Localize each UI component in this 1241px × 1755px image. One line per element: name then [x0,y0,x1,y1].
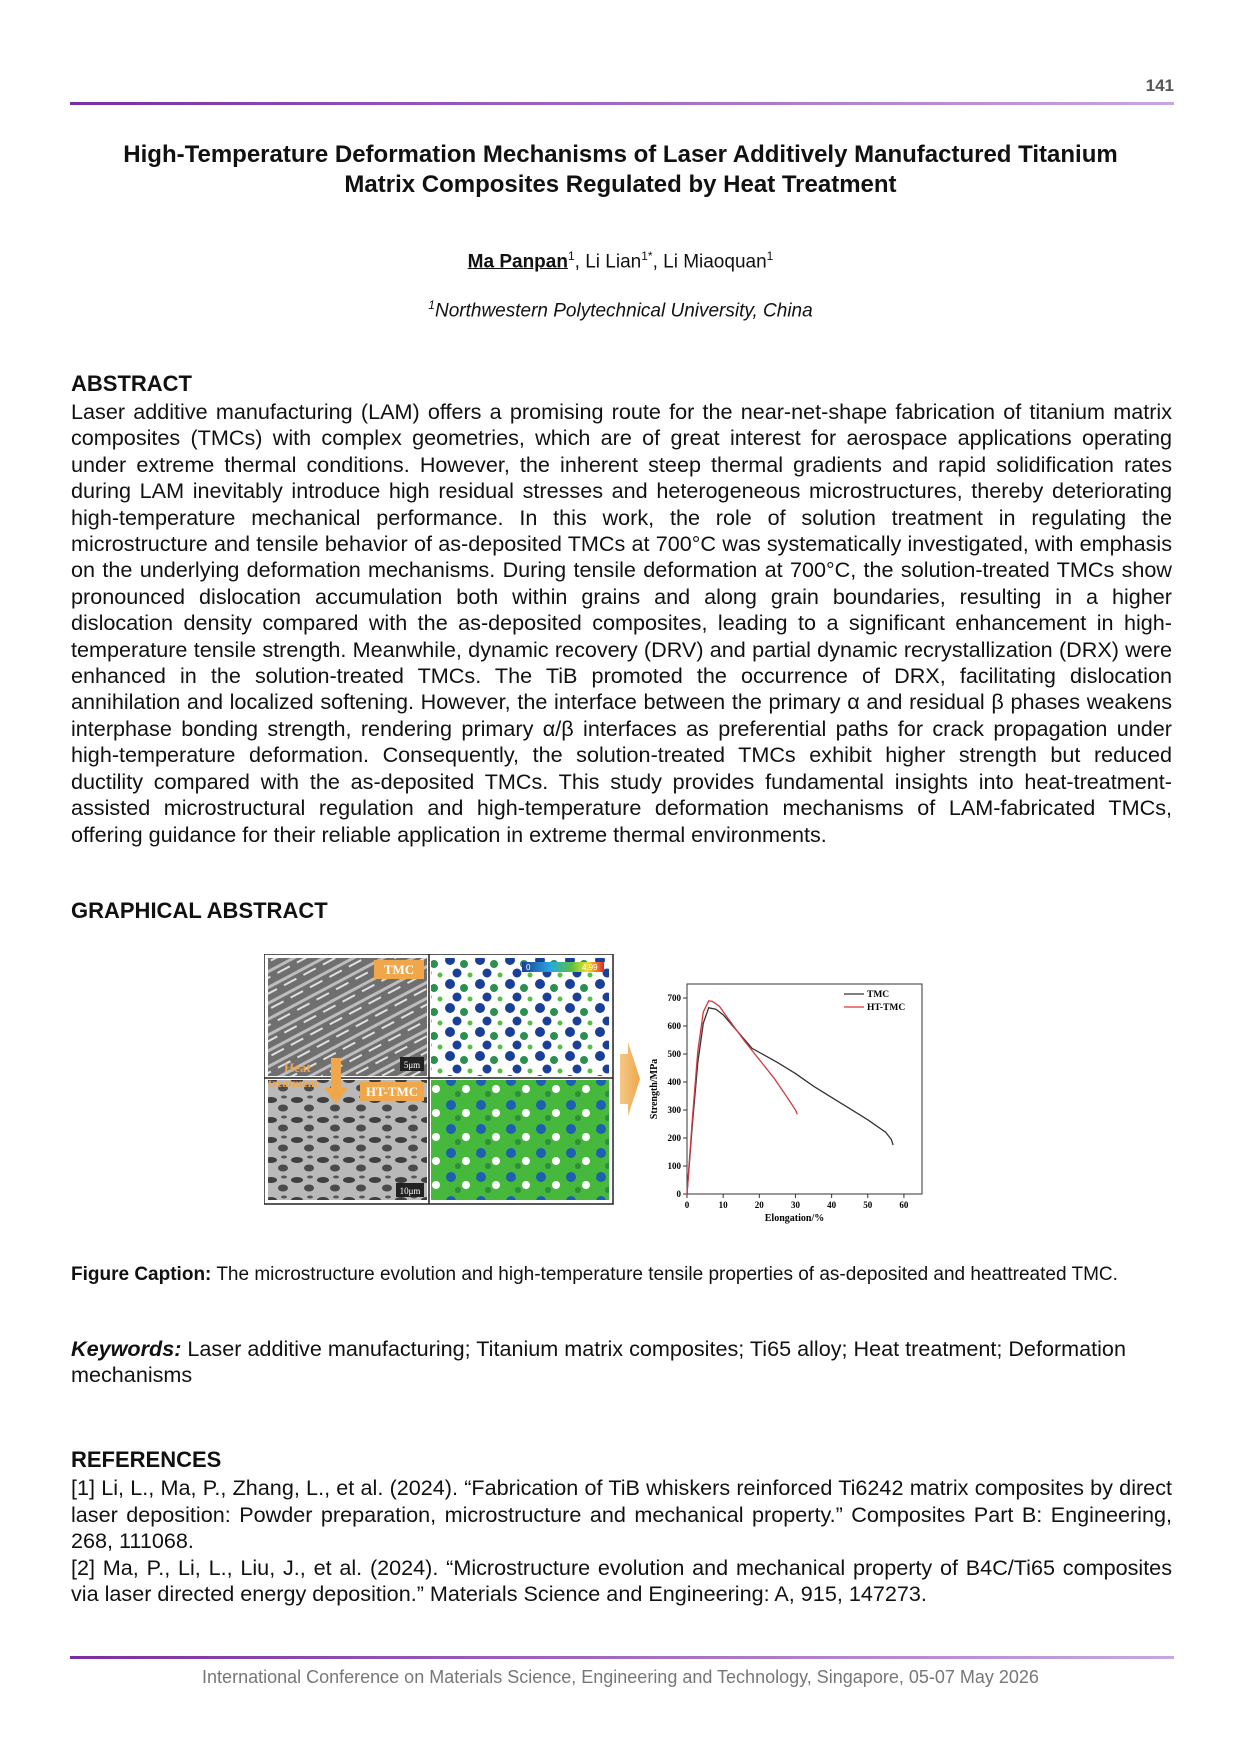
y-tick-label: 600 [667,1021,681,1031]
y-axis-label: Strength/MPa [649,1058,660,1120]
affiliation-text: Northwestern Polytechnical University, China [434,300,813,322]
ht-tmc-kam-map [431,1080,609,1200]
x-tick-label: 60 [899,1200,909,1210]
abstract-heading: ABSTRACT [71,371,192,396]
affiliation [0,298,1241,322]
x-tick-label: 10 [718,1200,728,1210]
header-divider [70,102,1174,105]
treatment-label: treatment [268,1076,319,1090]
affiliation-marker: 1 [428,298,435,312]
y-tick-label: 700 [667,993,681,1003]
x-tick-label: 0 [684,1200,690,1210]
page-number: 141 [1145,76,1174,95]
figure-caption [71,1263,1172,1287]
author-list: Ma Panpan$^1$, Li Lian$^{1*}$, Li Miaoquan$^1$ [467,249,774,273]
x-axis-label: Elongation/% [764,1213,825,1224]
keywords-text: Laser additive manufacturing; Titanium matrix composites; Ti65 alloy; Heat treatment; Deformation mechanisms [71,1336,1126,1387]
figure-caption-label: Figure Caption: [71,1264,212,1285]
keywords-label: Keywords: [71,1336,182,1361]
author-name-presenter: Ma Panpan [467,251,568,273]
x-tick-label: 50 [863,1200,873,1210]
y-tick-label: 400 [667,1077,681,1087]
graphical-abstract-figure [264,954,976,1240]
heat-label: Heat [284,1060,311,1075]
heat-treatment-arrow-shaft [331,1058,341,1088]
references-heading: REFERENCES [71,1447,222,1472]
footer-text: International Conference on Materials Science, Engineering and Technology, Singapore, 05-07 May 2026 [202,1667,1039,1687]
reference-item: [1] Li, L., Ma, P., Zhang, L., et al. (2024). “Fabrication of TiB whiskers reinforced Ti6242 matrix composites by direct laser deposition: Powder preparation, microstructure and mechanical property.” Composites Part B: Engineering, 268, 111068. [71,1475,1172,1554]
y-tick-label: 300 [667,1105,681,1115]
tmc-label: TMC [383,962,415,977]
graphical-abstract-heading: GRAPHICAL ABSTRACT [71,898,328,923]
y-tick-label: 500 [667,1049,681,1059]
scale-label-top: 5μm [403,1060,421,1070]
legend-label: HT-TMC [867,1003,906,1013]
author-name: Li Lian [585,251,642,273]
author-affiliation-marker: 1 [766,249,774,263]
y-tick-label: 100 [667,1161,681,1171]
author-affiliation-marker: 1 [567,249,575,263]
y-tick-label: 200 [667,1133,681,1143]
author-name: Li Miaoquan [663,251,767,273]
chart-plot-area [687,984,922,1194]
author-affiliation-marker: 1* [641,249,653,263]
graphical-abstract-svg [264,954,976,1240]
x-tick-label: 20 [754,1200,764,1210]
references [71,1447,1172,1607]
x-tick-label: 40 [827,1200,837,1210]
colorbar-min: 0 [526,963,531,972]
legend-label: TMC [867,990,890,1000]
ht-tmc-label: HT-TMC [365,1084,419,1099]
scale-label-bottom: 10μm [399,1186,421,1196]
keywords [71,1336,1172,1388]
paper-title: High-Temperature Deformation Mechanisms of Laser Additively Manufactured Titanium Matrix Composites Regulated by Heat Treatment [123,141,1118,198]
flow-arrow [620,1042,640,1116]
x-tick-label: 30 [790,1200,800,1210]
reference-item: [2] Ma, P., Li, L., Liu, J., et al. (2024). “Microstructure evolution and mechanical property of B4C/Ti65 composites via laser directed energy deposition.” Materials Science and Engineering: A, 915, 147273. [71,1554,1172,1607]
y-tick-label: 0 [676,1189,681,1199]
tensile-curve-chart [649,984,922,1224]
abstract-body: Laser additive manufacturing (LAM) offers a promising route for the near-net-shape fabrication of titanium matrix composites (TMCs) with complex geometries, which are of great interest for aerospace applications operating under extreme thermal conditions. However, the inherent steep thermal gradients and rapid solidification rates during LAM inevitably introduce high residual stresses and heterogeneous microstructures, thereby deteriorating high-temperature mechanical performance. In this work, the role of solution treatment in regulating the microstructure and tensile behavior of as-deposited TMCs at 700°C was systematically investigated, with emphasis on the underlying deformation mechanisms. During tensile deformation at 700°C, the solution-treated TMCs show pronounced dislocation accumulation both within grains and along grain boundaries, resulting in a higher dislocation density compared with the as-deposited composites, leading to a significant enhancement in high-temperature tensile strength. Meanwhile, dynamic recovery (DRV) and partial dynamic recrystallization (DRX) were enhanced in the solution-treated TMCs. The TiB promoted the occurrence of DRX, facilitating dislocation annihilation and localized softening. However, the interface between the primary α and residual β phases weakens interphase bonding strength, rendering primary α/β interfaces as preferential paths for crack propagation under high-temperature deformation. Consequently, the solution-treated TMCs exhibit higher strength but reduced ductility compared with the as-deposited TMCs. This study provides fundamental insights into heat-treatment-assisted microstructural regulation and high-temperature deformation mechanisms of LAM-fabricated TMCs, offering guidance for their reliable application in extreme thermal environments. [71,399,1172,847]
footer-divider [70,1656,1174,1659]
figure-caption-text: The microstructure evolution and high-temperature tensile properties of as-deposited and heattreated TMC. [211,1264,1118,1285]
colorbar-max: 4.99 [582,963,598,972]
tmc-kam-map [431,958,609,1076]
